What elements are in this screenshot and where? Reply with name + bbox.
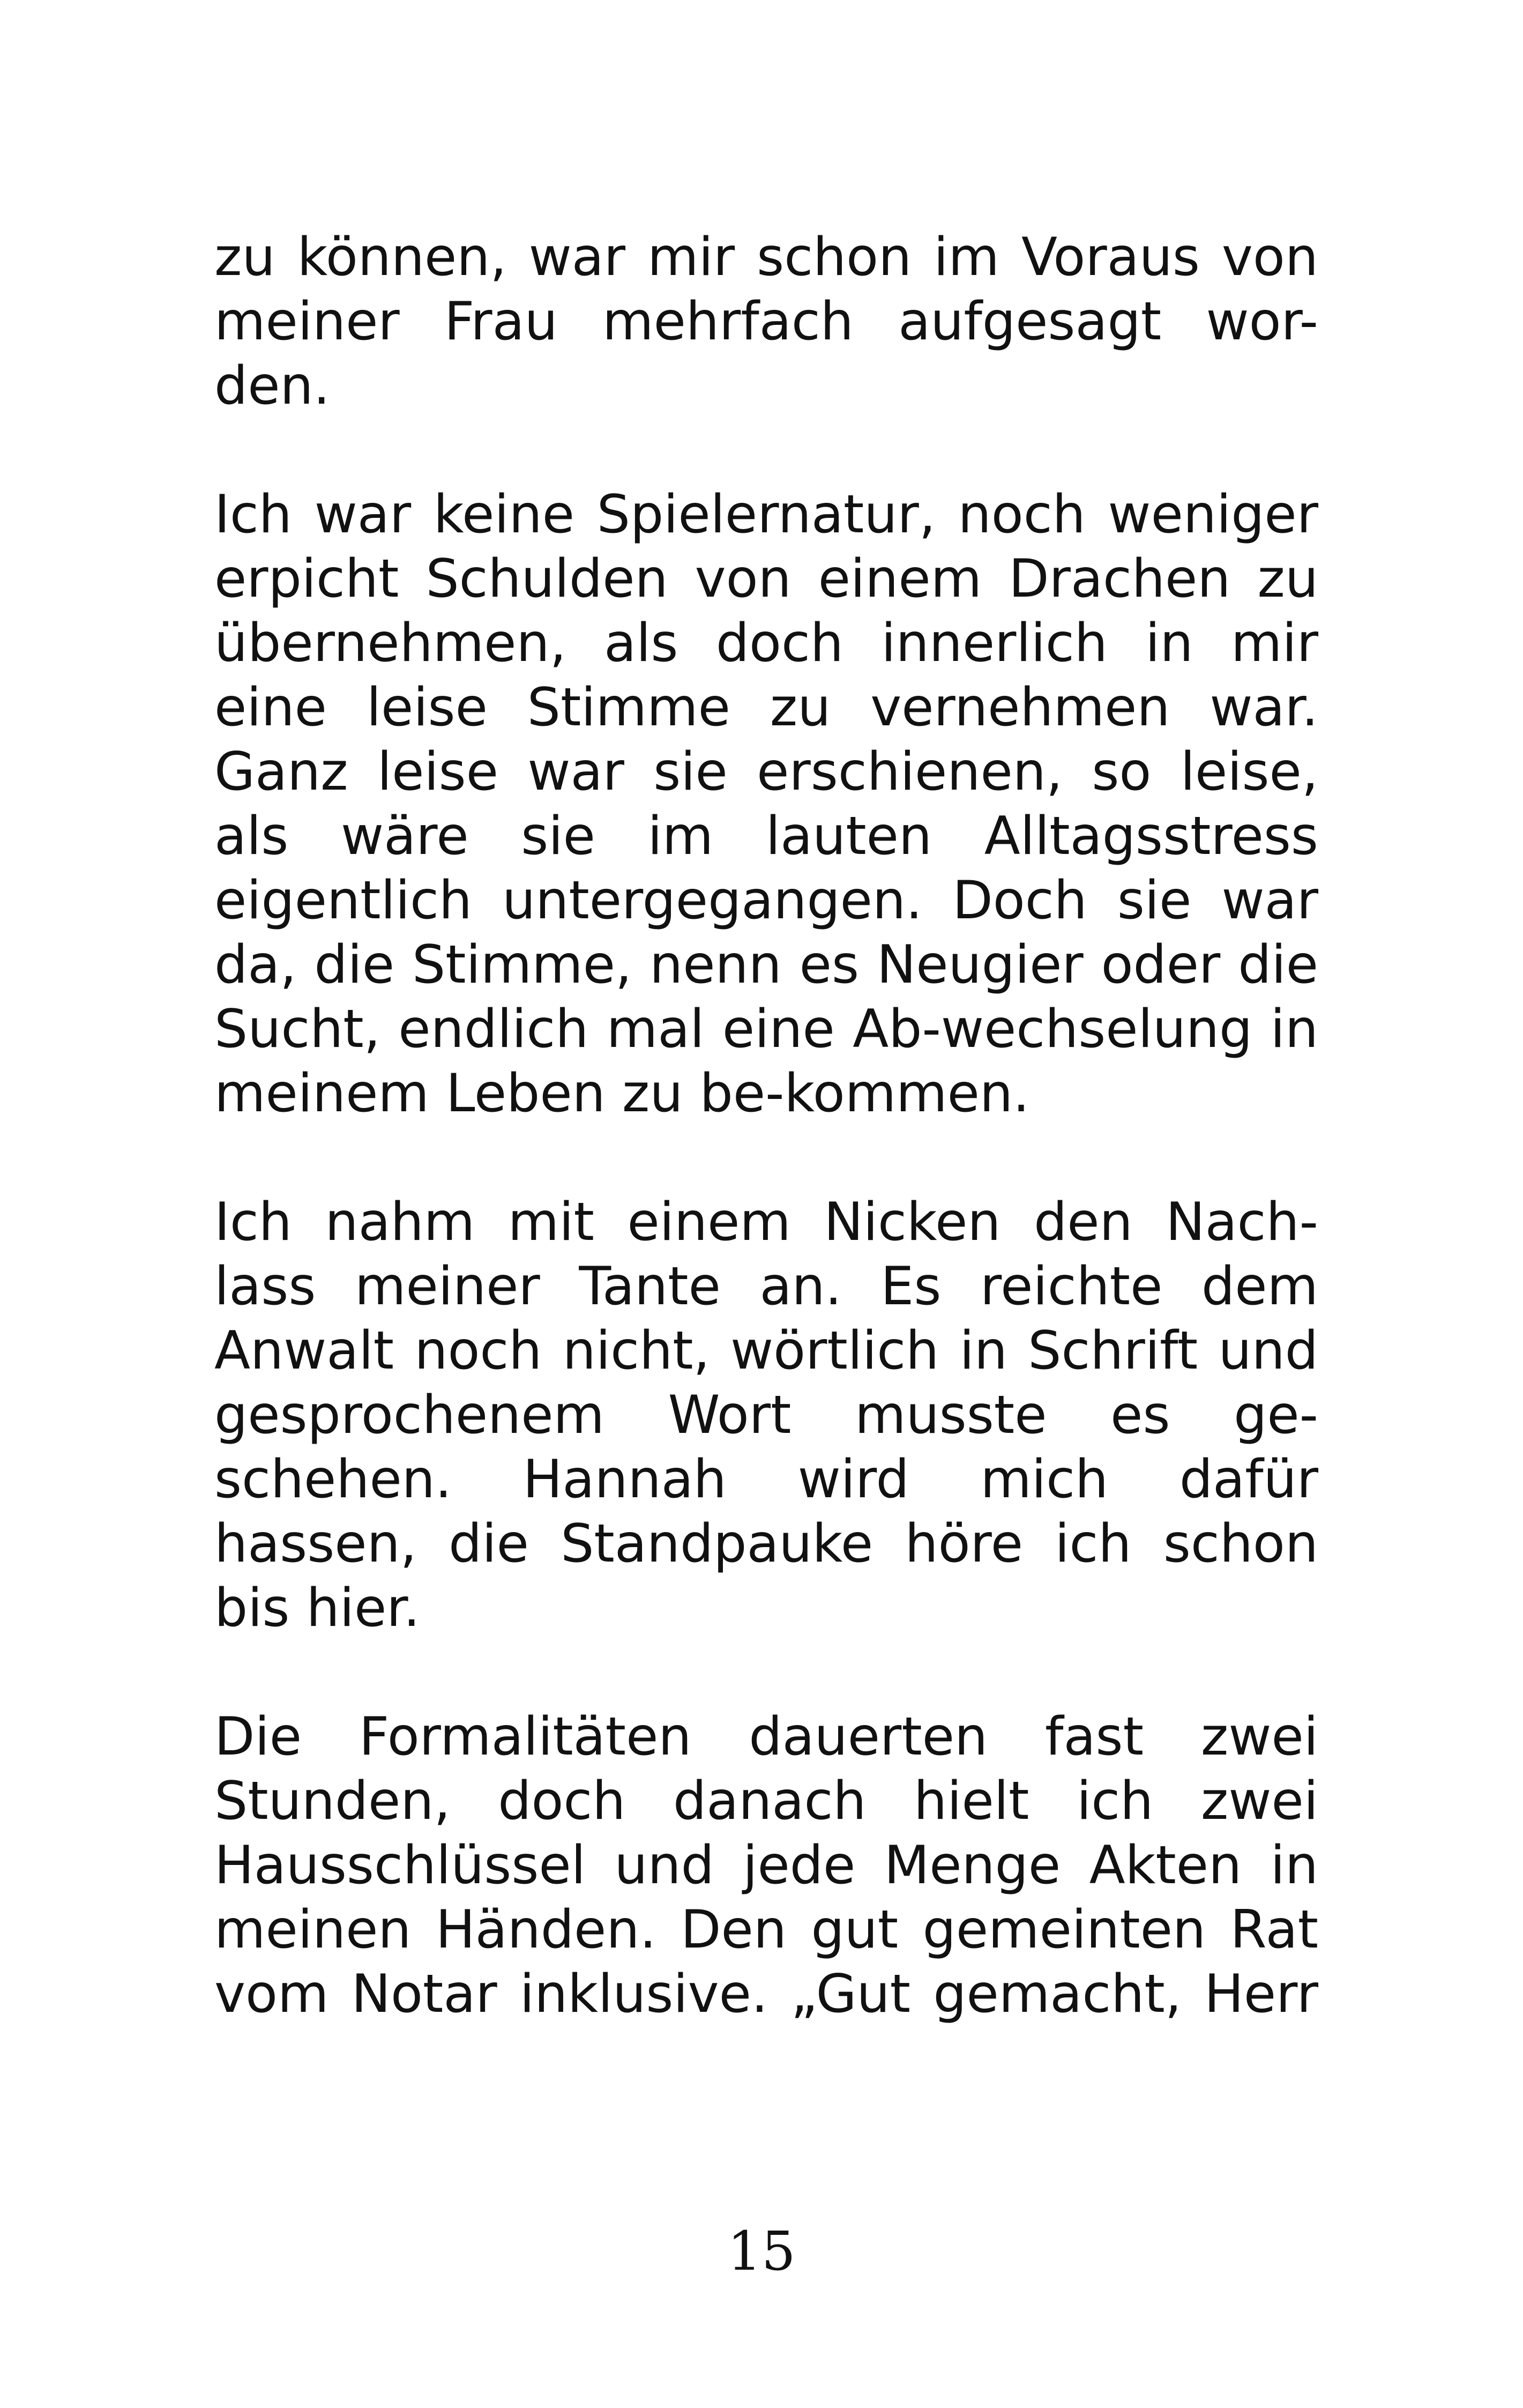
paragraph: Ich nahm mit einem Nicken den Nach-lass meiner Tante an. Es reichte dem Anwalt noch nicht, wörtlich in Schrift und gesprochenem Wort musste es ge-schehen. Hannah wird mich dafür hassen, die Standpauke höre ich schon bis hier. — [214, 1192, 1318, 1639]
paragraph: zu können, war mir schon im Voraus von meiner Frau mehrfach aufgesagt wor-den. — [214, 227, 1318, 417]
body-text — [214, 225, 1318, 2091]
paragraph: Ich war keine Spielernatur, noch weniger erpicht Schulden von einem Drachen zu übernehmen, als doch innerlich in mir eine leise Stimme zu vernehmen war. Ganz leise war sie erschienen, so leise, als wäre sie im lauten Alltagsstress eigentlich untergegangen. Doch sie war da, die Stimme, nenn es Neugier oder die Sucht, endlich mal eine Ab-wechselung in meinem Leben zu be-kommen. — [214, 484, 1318, 1124]
paragraph: Die Formalitäten dauerten fast zwei Stunden, doch danach hielt ich zwei Hausschlüssel und jede Menge Akten in meinen Händen. Den gut gemeinten Rat vom Notar inklusive. „Gut gemacht, Herr — [214, 1706, 1318, 2025]
page-number: 15 — [727, 2220, 796, 2283]
